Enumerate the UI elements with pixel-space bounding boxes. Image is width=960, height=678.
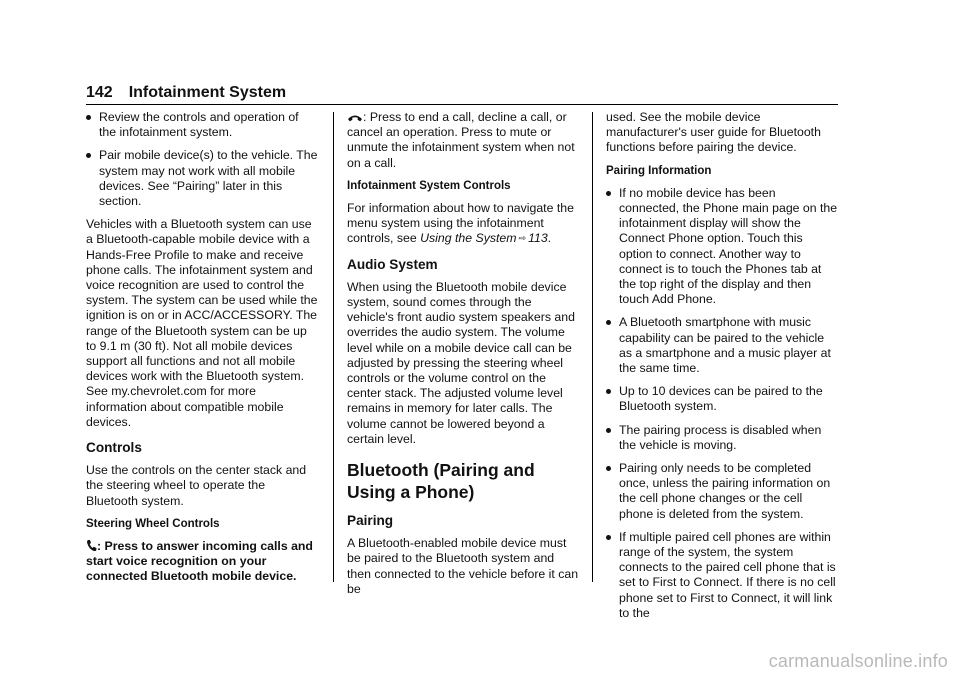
bullet-icon bbox=[86, 153, 91, 158]
bullet-icon bbox=[606, 320, 611, 325]
bullet-icon bbox=[606, 428, 611, 433]
bluetooth-heading: Bluetooth (Pairing and Using a Phone) bbox=[347, 460, 535, 503]
list-item: Up to 10 devices can be paired to the Bluetooth system. bbox=[606, 384, 838, 414]
list-item: Pairing only needs to be completed once, unless the pairing information on the cell phone changes or the cell phone is deleted from the system. bbox=[606, 461, 838, 522]
list-item: If multiple paired cell phones are within range of the system, the system connects to the paired cell phone that is set to First to Connect. If there is no cell phone set to First to Connect, it will link to the bbox=[606, 530, 838, 621]
pairing-continued-paragraph: used. See the mobile device manufacturer's user guide for Bluetooth functions before pairing the device. bbox=[606, 110, 821, 155]
page-reference-arrow-icon: ⇨ bbox=[518, 233, 527, 244]
list-item: If no mobile device has been connected, the Phone main page on the infotainment display will show the Connect Phone option. Touch this option to connect. Another way to connect is to touch the Phones tab at the top right of the display and then touch Add Phone. bbox=[606, 186, 838, 308]
phone-end-icon bbox=[347, 113, 363, 123]
pairing-heading: Pairing bbox=[347, 513, 394, 529]
column-divider-1 bbox=[333, 112, 334, 582]
header-rule bbox=[86, 104, 838, 105]
column-1 bbox=[86, 110, 318, 593]
bullet-icon bbox=[606, 535, 611, 540]
bullet-icon bbox=[606, 466, 611, 471]
column-2 bbox=[347, 110, 579, 605]
infotainment-controls-heading: Infotainment System Controls bbox=[347, 179, 511, 192]
column-divider-2 bbox=[592, 112, 593, 582]
answer-call-paragraph: : Press to answer incoming calls and start voice recognition on your connected Bluetooth mobile device. bbox=[86, 539, 313, 584]
bullet-icon bbox=[86, 115, 91, 120]
pairing-information-heading: Pairing Information bbox=[606, 164, 712, 177]
list-item: The pairing process is disabled when the vehicle is moving. bbox=[606, 423, 838, 453]
page-number: 142 bbox=[86, 84, 113, 101]
using-the-system-link[interactable]: Using the System bbox=[420, 231, 517, 246]
section-title: Infotainment System bbox=[128, 84, 287, 101]
steering-wheel-controls-heading: Steering Wheel Controls bbox=[86, 517, 220, 530]
list-item: Pair mobile device(s) to the vehicle. The system may not work with all mobile devices. See “Pairing” later in this section. bbox=[86, 148, 318, 209]
column-3 bbox=[606, 110, 838, 629]
audio-system-paragraph: When using the Bluetooth mobile device system, sound comes through the vehicle's front audio system speakers and overrides the audio system. The volume level while on a mobile device call can be adjusted by pressing the steering wheel controls or the volume control on the center stack. The adjusted volume level remains in memory for later calls. The volume cannot be lowered beyond a certain level. bbox=[347, 279, 575, 446]
end-call-paragraph: : Press to end a call, decline a call, or cancel an operation. Press to mute or unmute the infotainment system when not on a call. bbox=[347, 110, 575, 170]
controls-paragraph: Use the controls on the center stack and the steering wheel to operate the Bluetooth system. bbox=[86, 463, 307, 508]
page-reference[interactable]: 113 bbox=[528, 231, 548, 246]
phone-answer-icon bbox=[86, 539, 97, 552]
pairing-paragraph: A Bluetooth-enabled mobile device must be paired to the Bluetooth system and then connected to the vehicle before it can be bbox=[347, 536, 579, 596]
infotainment-controls-paragraph: For information about how to navigate the menu system using the infotainment controls, see Using the System ⇨ 113. bbox=[347, 201, 574, 246]
controls-heading: Controls bbox=[86, 440, 142, 456]
bullet-icon bbox=[606, 191, 611, 196]
list-item: A Bluetooth smartphone with music capability can be paired to the vehicle as a smartphone and a music player at the same time. bbox=[606, 315, 838, 376]
list-item: Review the controls and operation of the infotainment system. bbox=[86, 110, 318, 140]
bluetooth-intro-paragraph: Vehicles with a Bluetooth system can use a Bluetooth-capable mobile device with a Hands-Free Profile to make and receive phone calls. The infotainment system and voice recognition are used to control the system. The system can be used while the ignition is on or in ACC/ACCESSORY. The range of the Bluetooth system can be up to 9.1 m (30 ft). Not all mobile devices support all functions and not all mobile devices work with the Bluetooth system. See my.chevrolet.com for more information about compatible mobile devices. bbox=[86, 217, 318, 429]
audio-system-heading: Audio System bbox=[347, 256, 438, 272]
bullet-icon bbox=[606, 389, 611, 394]
watermark: carmanualsonline.info bbox=[768, 651, 948, 671]
page-header bbox=[86, 84, 286, 102]
